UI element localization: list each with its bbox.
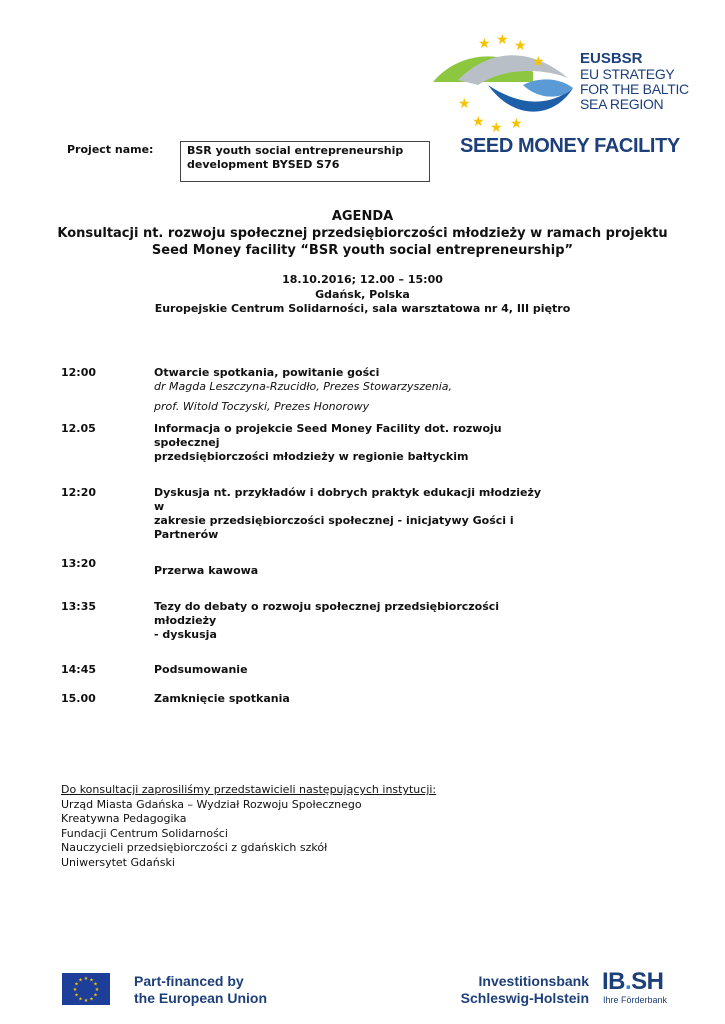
logo-strategy-text	[580, 67, 689, 112]
svg-text:★: ★	[83, 976, 89, 982]
logo-line-2: EU STRATEGY	[580, 66, 675, 82]
svg-text:★: ★	[93, 992, 98, 999]
project-name-line-2: development BYSED S76	[187, 158, 340, 171]
svg-text:★: ★	[514, 38, 527, 54]
agenda-item	[154, 564, 554, 578]
agenda-item-title-cont: zakresie przedsiębiorczości społecznej - inicjatywy Gości i	[154, 514, 514, 527]
svg-text:★: ★	[472, 114, 485, 130]
svg-text:★: ★	[496, 32, 509, 48]
svg-text:★: ★	[89, 996, 94, 1003]
svg-text:★: ★	[72, 987, 78, 993]
agenda-time: 14:45	[61, 663, 97, 676]
logo-eusbsr: EUSBSR	[580, 50, 643, 67]
agenda-item-title-cont: Partnerów	[154, 528, 219, 541]
agenda-item	[154, 600, 554, 642]
invited-item: Fundacji Centrum Solidarności	[61, 826, 228, 840]
agenda-item-title: Przerwa kawowa	[154, 564, 259, 577]
eu-text-line-2: the European Union	[134, 990, 267, 1006]
logo-line-3: FOR THE BALTIC	[580, 81, 689, 97]
svg-text:★: ★	[83, 998, 89, 1004]
agenda-item-speaker: prof. Witold Toczyski, Prezes Honorowy	[154, 400, 370, 413]
svg-text:★: ★	[458, 96, 471, 112]
agenda-item	[154, 486, 554, 542]
eu-text-line-1: Part-financed by	[134, 973, 244, 989]
project-name-label: Project name:	[67, 143, 154, 156]
agenda-time: 13:35	[61, 600, 97, 613]
svg-text:★: ★	[93, 981, 98, 988]
logo-seed-money-facility: SEED MONEY FACILITY	[460, 135, 680, 157]
agenda-item-title: Informacja o projekcie Seed Money Facility dot. rozwoju społecznej	[154, 422, 502, 449]
eu-cofinancing-text	[134, 973, 267, 1007]
invited-item: Kreatywna Pedagogika	[61, 812, 187, 825]
agenda-time: 15.00	[61, 692, 96, 705]
agenda-item-title: Tezy do debaty o rozwoju społecznej przedsiębiorczości młodzieży	[154, 600, 500, 627]
agenda-item-title: Zamknięcie spotkania	[154, 692, 290, 705]
ibsh-logo-dot: .	[625, 968, 632, 995]
svg-text:★: ★	[510, 116, 523, 132]
svg-text:★: ★	[478, 36, 491, 52]
agenda-item-title: Otwarcie spotkania, powitanie gości	[154, 366, 380, 379]
agenda-heading: AGENDA	[331, 209, 394, 224]
invited-heading: Do konsultacji zaprosiliśmy przedstawicieli następujących instytucji:	[61, 783, 437, 796]
invited-institutions	[61, 783, 436, 870]
invited-item: Nauczycieli przedsiębiorczości z gdańskich szkół	[61, 841, 328, 854]
agenda-item-title: Dyskusja nt. przykładów i dobrych praktyk edukacji młodzieży w	[154, 486, 542, 513]
agenda-time: 12:20	[61, 486, 97, 499]
agenda-title-line-2: Seed Money facility “BSR youth social entrepreneurship”	[151, 243, 574, 258]
eu-flag-icon	[62, 973, 110, 1005]
project-name-line-1: BSR youth social entrepreneurship	[187, 144, 404, 157]
agenda-item-title-cont: przedsiębiorczości młodzieży w regionie bałtyckim	[154, 450, 469, 463]
ibsh-logo-sh: SH	[631, 968, 664, 995]
agenda-title-line-1: Konsultacji nt. rozwoju społecznej przedsiębiorczości młodzieży w ramach projektu	[57, 226, 668, 241]
svg-text:★: ★	[532, 54, 545, 70]
svg-text:★: ★	[74, 981, 79, 988]
svg-text:★: ★	[89, 977, 94, 984]
bank-name-line-1: Investitionsbank	[478, 973, 589, 989]
project-name-box	[180, 141, 430, 182]
event-city: Gdańsk, Polska	[315, 288, 410, 301]
agenda-item	[154, 663, 554, 677]
agenda-item-title-cont: - dyskusja	[154, 628, 217, 641]
svg-text:★: ★	[74, 992, 79, 999]
invited-item: Uniwersytet Gdański	[61, 855, 175, 869]
agenda-time: 12.05	[61, 422, 96, 435]
agenda-item-speaker: dr Magda Leszczyna-Rzucidło, Prezes Stowarzyszenia,	[154, 380, 453, 393]
agenda-item	[154, 366, 554, 414]
ibsh-logo	[602, 968, 664, 996]
svg-text:★: ★	[490, 120, 503, 136]
bank-name	[455, 973, 589, 1007]
event-datetime: 18.10.2016; 12.00 – 15:00	[282, 273, 443, 286]
svg-text:★: ★	[94, 987, 100, 993]
event-venue: Europejskie Centrum Solidarności, sala warsztatowa nr 4, III piętro	[154, 302, 571, 315]
agenda-time: 12:00	[61, 366, 97, 379]
agenda-item	[154, 692, 554, 706]
agenda-time: 13:20	[61, 557, 97, 570]
bank-name-line-2: Schleswig-Holstein	[460, 990, 589, 1006]
logo-line-4: SEA REGION	[580, 96, 664, 112]
agenda-item	[154, 422, 554, 464]
svg-text:★: ★	[78, 977, 83, 984]
agenda-item-title: Podsumowanie	[154, 663, 248, 676]
svg-text:★: ★	[78, 996, 83, 1003]
invited-item: Urząd Miasta Gdańska – Wydział Rozwoju Społecznego	[61, 797, 362, 811]
ibsh-tagline: Ihre Förderbank	[603, 995, 668, 1005]
ibsh-logo-ib: IB	[602, 968, 625, 995]
